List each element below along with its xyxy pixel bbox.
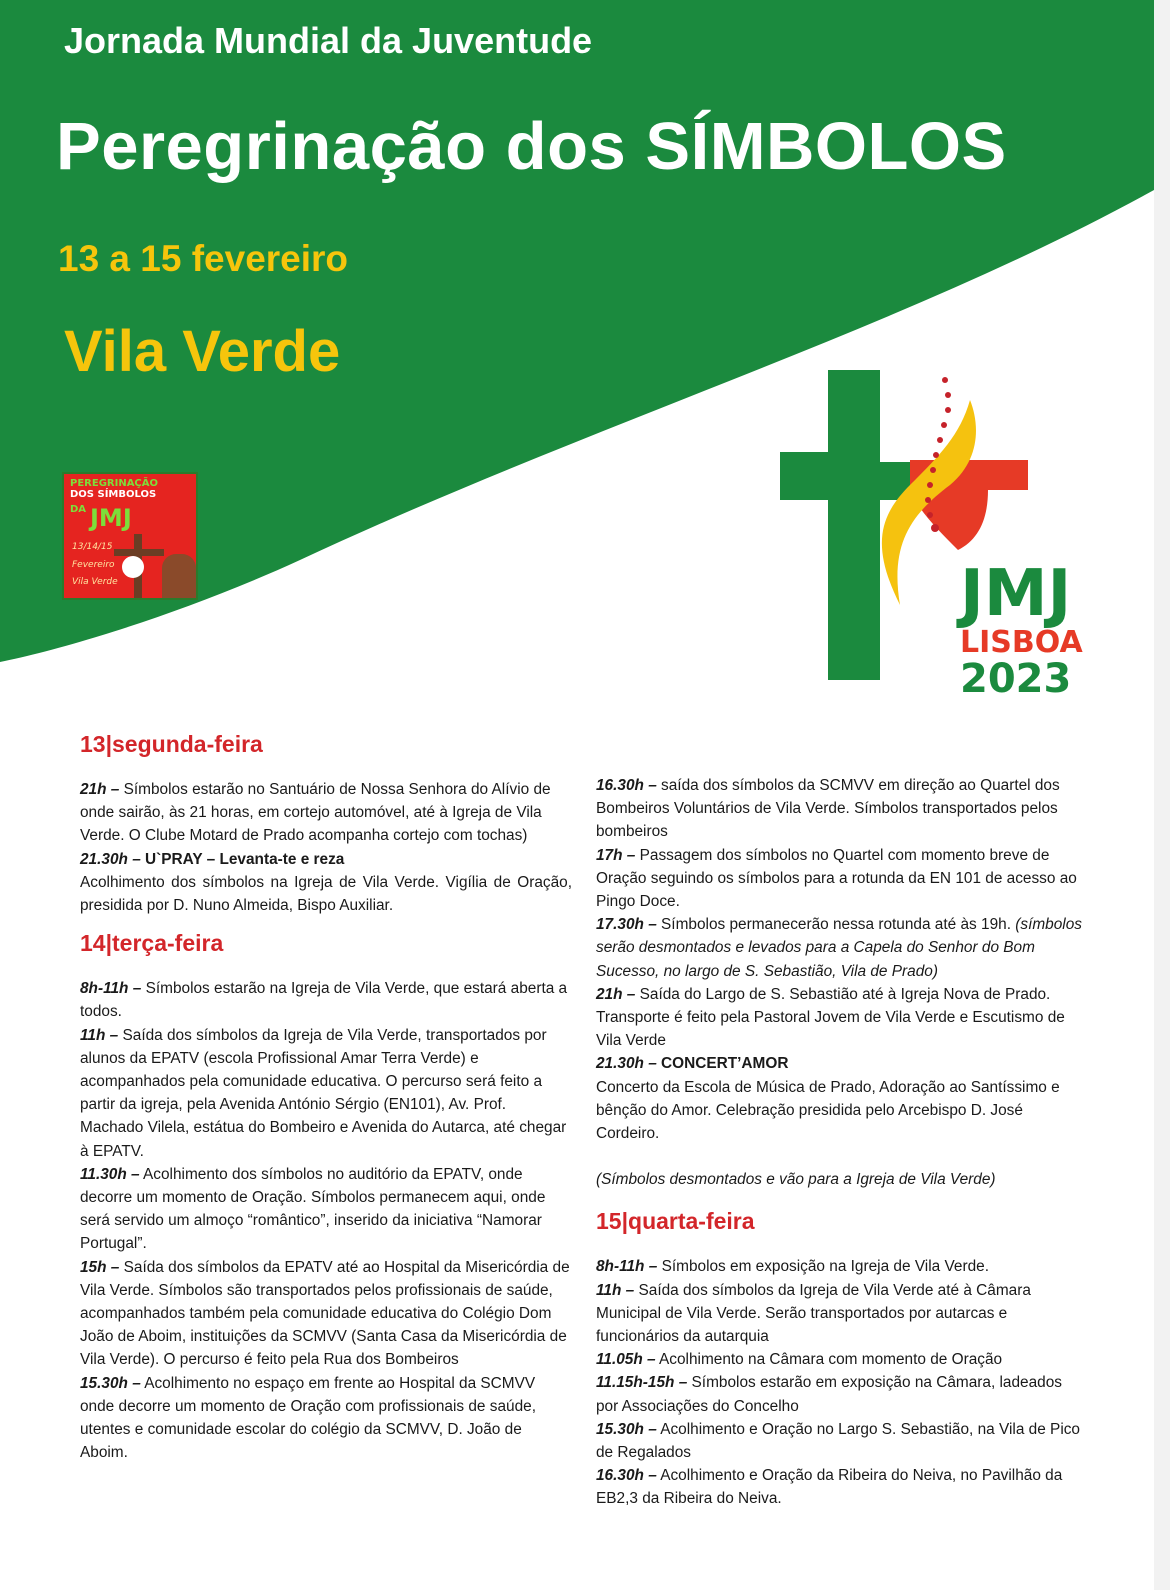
schedule-entry [80, 1372, 572, 1465]
mini-poster-text: Fevereiro [72, 560, 115, 570]
mini-poster-text: 13/14/15 [72, 542, 113, 552]
entry-text: Saída dos símbolos da Igreja de Vila Verde até à Câmara Municipal de Vila Verde. Serão transportados por autarcas e funcionários da autarquia [596, 1281, 1031, 1346]
schedule-entry [80, 1163, 572, 1256]
schedule-entry [596, 913, 1088, 983]
entry-text: Acolhimento dos símbolos no auditório da EPATV, onde decorre um momento de Oração. Símbolos permanecem aqui, onde será servido um almoço “romântico”, inserido da iniciativa “Namorar Portugal”. [80, 1165, 546, 1253]
day-heading: 15|quarta-feira [596, 1208, 755, 1235]
schedule-entry [596, 1279, 1088, 1349]
entry-text: Acolhimento no espaço em frente ao Hospital da SCMVV onde decorre um momento de Oração com profissionais de saúde, utentes e comunidade escolar do colégio da SCMVV, D. João de Aboim. [80, 1374, 536, 1462]
schedule-entry [596, 844, 1088, 914]
entry-time: 8h-11h – [80, 980, 142, 998]
entry-text: Passagem dos símbolos no Quartel com momento breve de Oração seguindo os símbolos para a rotunda da EN 101 de acesso ao Pingo Doce. [596, 846, 1077, 911]
event-dates: 13 a 15 fevereiro [58, 238, 349, 279]
entry-time: 8h-11h – [596, 1258, 658, 1276]
mini-poster-text: Vila Verde [72, 577, 118, 587]
schedule-entry-text: Acolhimento dos símbolos na Igreja de Vila Verde. Vigília de Oração, presidida por D. Nuno Almeida, Bispo Auxiliar. [80, 873, 572, 915]
page-title: Peregrinação dos SÍMBOLOS [56, 109, 1007, 184]
entry-text: Símbolos estarão no Santuário de Nossa Senhora do Alívio de onde sairão, às 21 horas, em cortejo automóvel, até à Igreja de Vila Verde. O Clube Motard de Prado acompanha cortejo com tochas) [80, 781, 551, 845]
day-heading: 14|terça-feira [80, 930, 224, 957]
schedule-entry [80, 1024, 572, 1163]
schedule-entry [596, 1348, 1088, 1371]
entry-time: 16.30h – [596, 777, 657, 794]
day-heading: 13|segunda-feira [80, 731, 263, 757]
schedule-entry [596, 1255, 1088, 1278]
entry-text: Símbolos estarão em exposição na Câmara, ladeados por Associações do Concelho [596, 1374, 1062, 1415]
entry-time: 17h – [596, 846, 636, 864]
entry-time: 11.05h – [596, 1351, 656, 1369]
schedule-entry [80, 778, 572, 848]
entry-text: Acolhimento e Oração no Largo S. Sebastião, na Vila de Pico de Regalados [596, 1420, 1080, 1462]
entry-text: Acolhimento na Câmara com momento de Oração [655, 1351, 1003, 1369]
logo-year-text: 2023 [960, 656, 1072, 700]
entry-title: CONCERT’AMOR [656, 1055, 789, 1073]
event-location: Vila Verde [64, 319, 341, 384]
entry-time: 16.30h – [596, 1467, 657, 1485]
entry-text: Saída dos símbolos da EPATV até ao Hospital da Misericórdia de Vila Verde. Símbolos são transportados pelos profissionais de saúde, acompanhados também pela comunidade educativa do Colégio Dom João de Aboim, instituições da SCMVV (Santa Casa da Misericórdia de Vila Verde). O percurso é feito pela Rua dos Bombeiros [80, 1258, 570, 1369]
entry-time: 15.30h – [596, 1420, 657, 1438]
closing-note: (Símbolos desmontados e vão para a Igreja de Vila Verde) [596, 1171, 996, 1189]
logo-city-text: LISBOA [960, 625, 1083, 660]
schedule-entry [596, 1464, 1088, 1510]
schedule-entry [80, 848, 572, 871]
entry-text: Saída do Largo de S. Sebastião até à Igreja Nova de Prado. Transporte é feito pela Pastoral Jovem de Vila Verde e Escutismo de Vila Verde [596, 985, 1065, 1050]
entry-time: 11h – [80, 1026, 119, 1044]
schedule-left-column [80, 728, 572, 1464]
entry-text: Acolhimento e Oração da Ribeira do Neiva, no Pavilhão da EB2,3 da Ribeira do Neiva. [596, 1467, 1063, 1508]
entry-time: 21.30h – [596, 1055, 657, 1073]
entry-time: 11.30h – [80, 1165, 140, 1183]
event-subtitle: Jornada Mundial da Juventude [64, 20, 593, 61]
schedule-entry [596, 1371, 1088, 1417]
entry-title: U`PRAY – Levanta-te e reza [140, 850, 345, 868]
entry-text: Símbolos estarão na Igreja de Vila Verde, que estará aberta a todos. [80, 980, 568, 1021]
schedule-right-column [596, 774, 1088, 1511]
mini-poster-text: DOS SÍMBOLOS [70, 489, 157, 500]
jmj-lisboa-logo [770, 360, 1090, 700]
schedule-entry [596, 1418, 1088, 1464]
logo-jmj-text: JMJ [960, 557, 1072, 631]
entry-time: 11.15h-15h – [596, 1374, 688, 1392]
entry-time: 15h – [80, 1258, 120, 1276]
mini-poster-image [62, 472, 198, 600]
mini-poster-text: DA [70, 504, 87, 515]
schedule-entry [80, 977, 572, 1023]
entry-time: 15.30h – [80, 1374, 141, 1392]
entry-text: Símbolos em exposição na Igreja de Vila Verde. [657, 1258, 989, 1276]
entry-note: (símbolos serão desmontados e levados para a Capela do Senhor do Bom Sucesso, no largo de S. Sebastião, Vila de Prado) [596, 916, 1082, 980]
entry-text: Saída dos símbolos da Igreja de Vila Verde, transportados por alunos da EPATV (escola Profissional Amar Terra Verde) e acompanhados pela comunidade educativa. O percurso será feito a partir da igreja, pela Avenida António Sérgio (EN101), Av. Prof. Machado Vilela, estátua do Bombeiro e Avenida do Autarca, até chegar à EPATV. [80, 1026, 567, 1160]
schedule-entry [596, 774, 1088, 844]
entry-text: saída dos símbolos da SCMVV em direção ao Quartel dos Bombeiros Voluntários de Vila Verde. Símbolos transportados pelos bombeiros [596, 777, 1060, 841]
mini-poster-text: JMJ [90, 504, 132, 532]
schedule-entry-text: Concerto da Escola de Música de Prado, Adoração ao Santíssimo e bênção do Amor. Celebração presidida pelo Arcebispo D. José Cordeiro. [596, 1078, 1060, 1143]
entry-time: 21.30h – [80, 850, 141, 868]
entry-time: 21h – [80, 781, 120, 798]
entry-time: 17.30h – [596, 916, 657, 934]
entry-time: 11h – [596, 1281, 635, 1299]
schedule-entry [80, 1256, 572, 1372]
schedule-entry [596, 1052, 1088, 1075]
mini-poster-text: PEREGRINAÇÃO [70, 478, 159, 489]
entry-text: Símbolos permanecerão nessa rotunda até às 19h. [656, 916, 1011, 934]
schedule-entry [596, 983, 1088, 1053]
entry-time: 21h – [596, 985, 636, 1003]
